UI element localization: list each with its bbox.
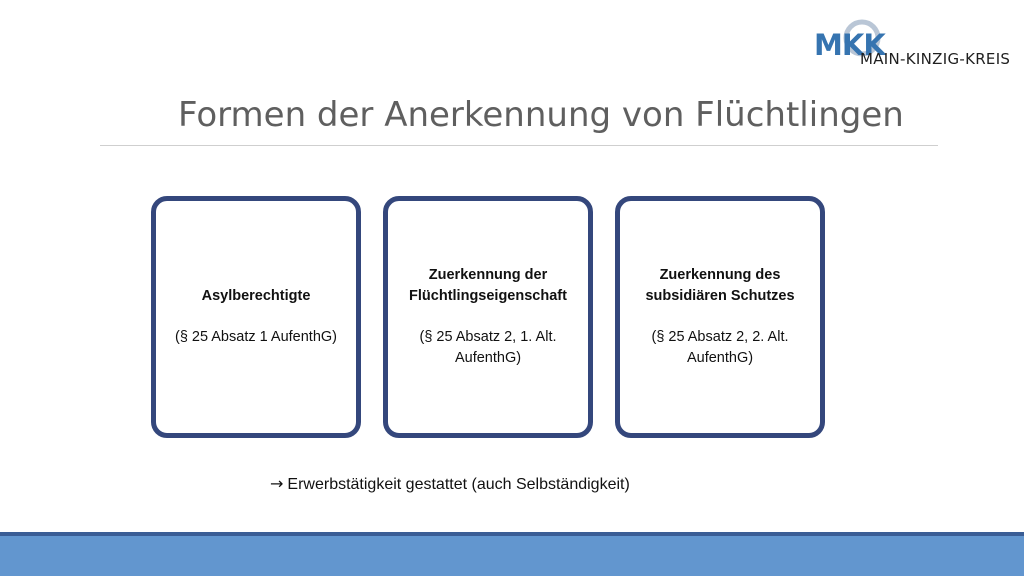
card-title: Asylberechtigte xyxy=(201,287,311,304)
logo-letters: MKK xyxy=(814,28,885,62)
slide-title: Formen der Anerkennung von Flüchtlingen xyxy=(178,95,904,135)
employment-note xyxy=(270,474,630,494)
card-asylberechtigte xyxy=(151,196,361,438)
card-reference: (§ 25 Absatz 1 AufenthG) xyxy=(174,329,338,345)
title-divider xyxy=(100,145,938,146)
card-subsidiaerer-schutz xyxy=(615,196,825,438)
card-reference: (§ 25 Absatz 2, 1. Alt. AufenthG) xyxy=(419,329,557,367)
card-title: Zuerkennung der Flüchtlingseigenschaft xyxy=(409,266,567,304)
arrow-right-icon: → xyxy=(270,474,284,493)
logo-subtitle: MAIN-KINZIG-KREIS xyxy=(860,50,1011,68)
footer-band xyxy=(0,536,1024,576)
card-reference: (§ 25 Absatz 2, 2. Alt. AufenthG) xyxy=(651,329,789,367)
mkk-logo xyxy=(812,14,1014,70)
card-title: Zuerkennung des subsidiären Schutzes xyxy=(645,266,795,304)
employment-note-text: Erwerbstätigkeit gestattet (auch Selbständigkeit) xyxy=(287,476,630,493)
card-fluechtlingseigenschaft xyxy=(383,196,593,438)
